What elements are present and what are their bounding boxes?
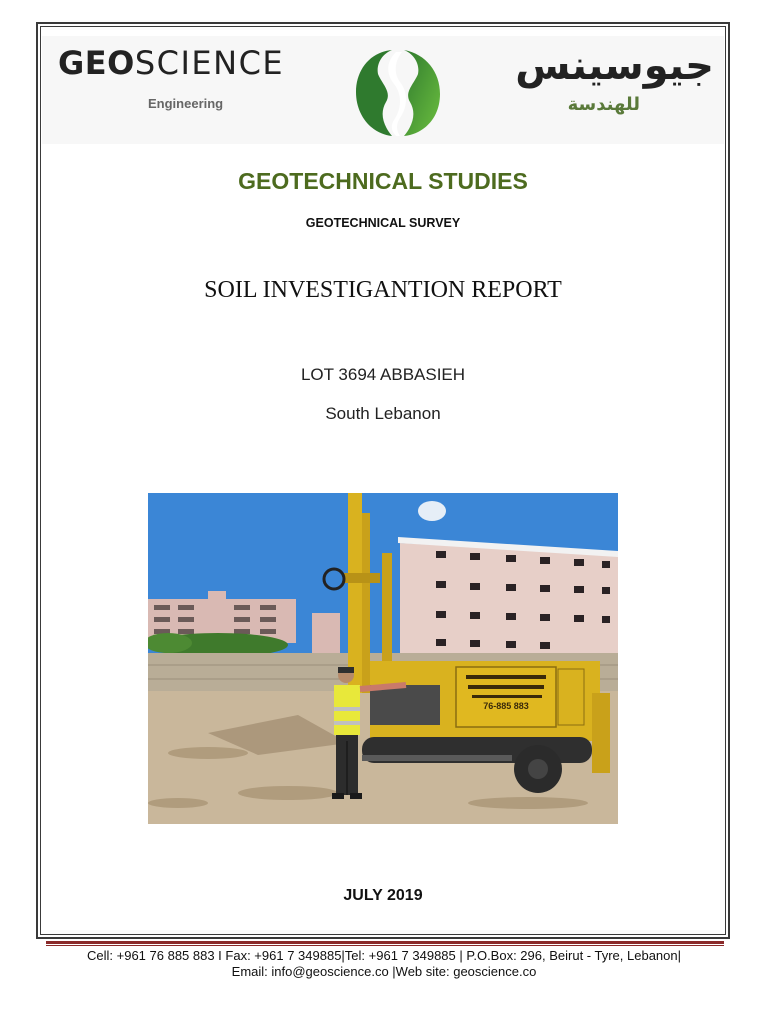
footer-contact-info: Cell: +961 76 885 883 I Fax: +961 7 349885|Tel: +961 7 349885 | P.O.Box: 296, Beirut - Tyre, Lebanon| — [87, 948, 681, 963]
rig-phone-number: 76-885 883 — [483, 701, 529, 711]
logo-subtitle: Engineering — [148, 96, 224, 111]
footer-rule-thin — [46, 945, 724, 946]
logo-geo-text: GEO — [58, 44, 135, 82]
drilling-rig-photo — [148, 493, 618, 824]
geoscience-logo-icon — [352, 46, 444, 140]
logo-science-text: SCIENCE — [134, 44, 285, 82]
footer-rule — [46, 941, 724, 944]
company-logo-text — [58, 44, 284, 82]
document-main-title: GEOTECHNICAL STUDIES — [238, 168, 528, 194]
drilling-rig-illustration — [148, 493, 618, 824]
arabic-logo-subtitle: للهندسة — [567, 94, 640, 115]
report-title: SOIL INVESTIGANTION REPORT — [204, 277, 562, 303]
arabic-logo-text: جيوسينس — [515, 43, 714, 89]
footer-email-web: Email: info@geoscience.co |Web site: geoscience.co — [231, 964, 537, 979]
report-date: JULY 2019 — [343, 887, 423, 904]
document-subtitle: GEOTECHNICAL SURVEY — [305, 216, 461, 230]
project-region: South Lebanon — [325, 404, 441, 423]
project-lot: LOT 3694 ABBASIEH — [300, 365, 466, 384]
